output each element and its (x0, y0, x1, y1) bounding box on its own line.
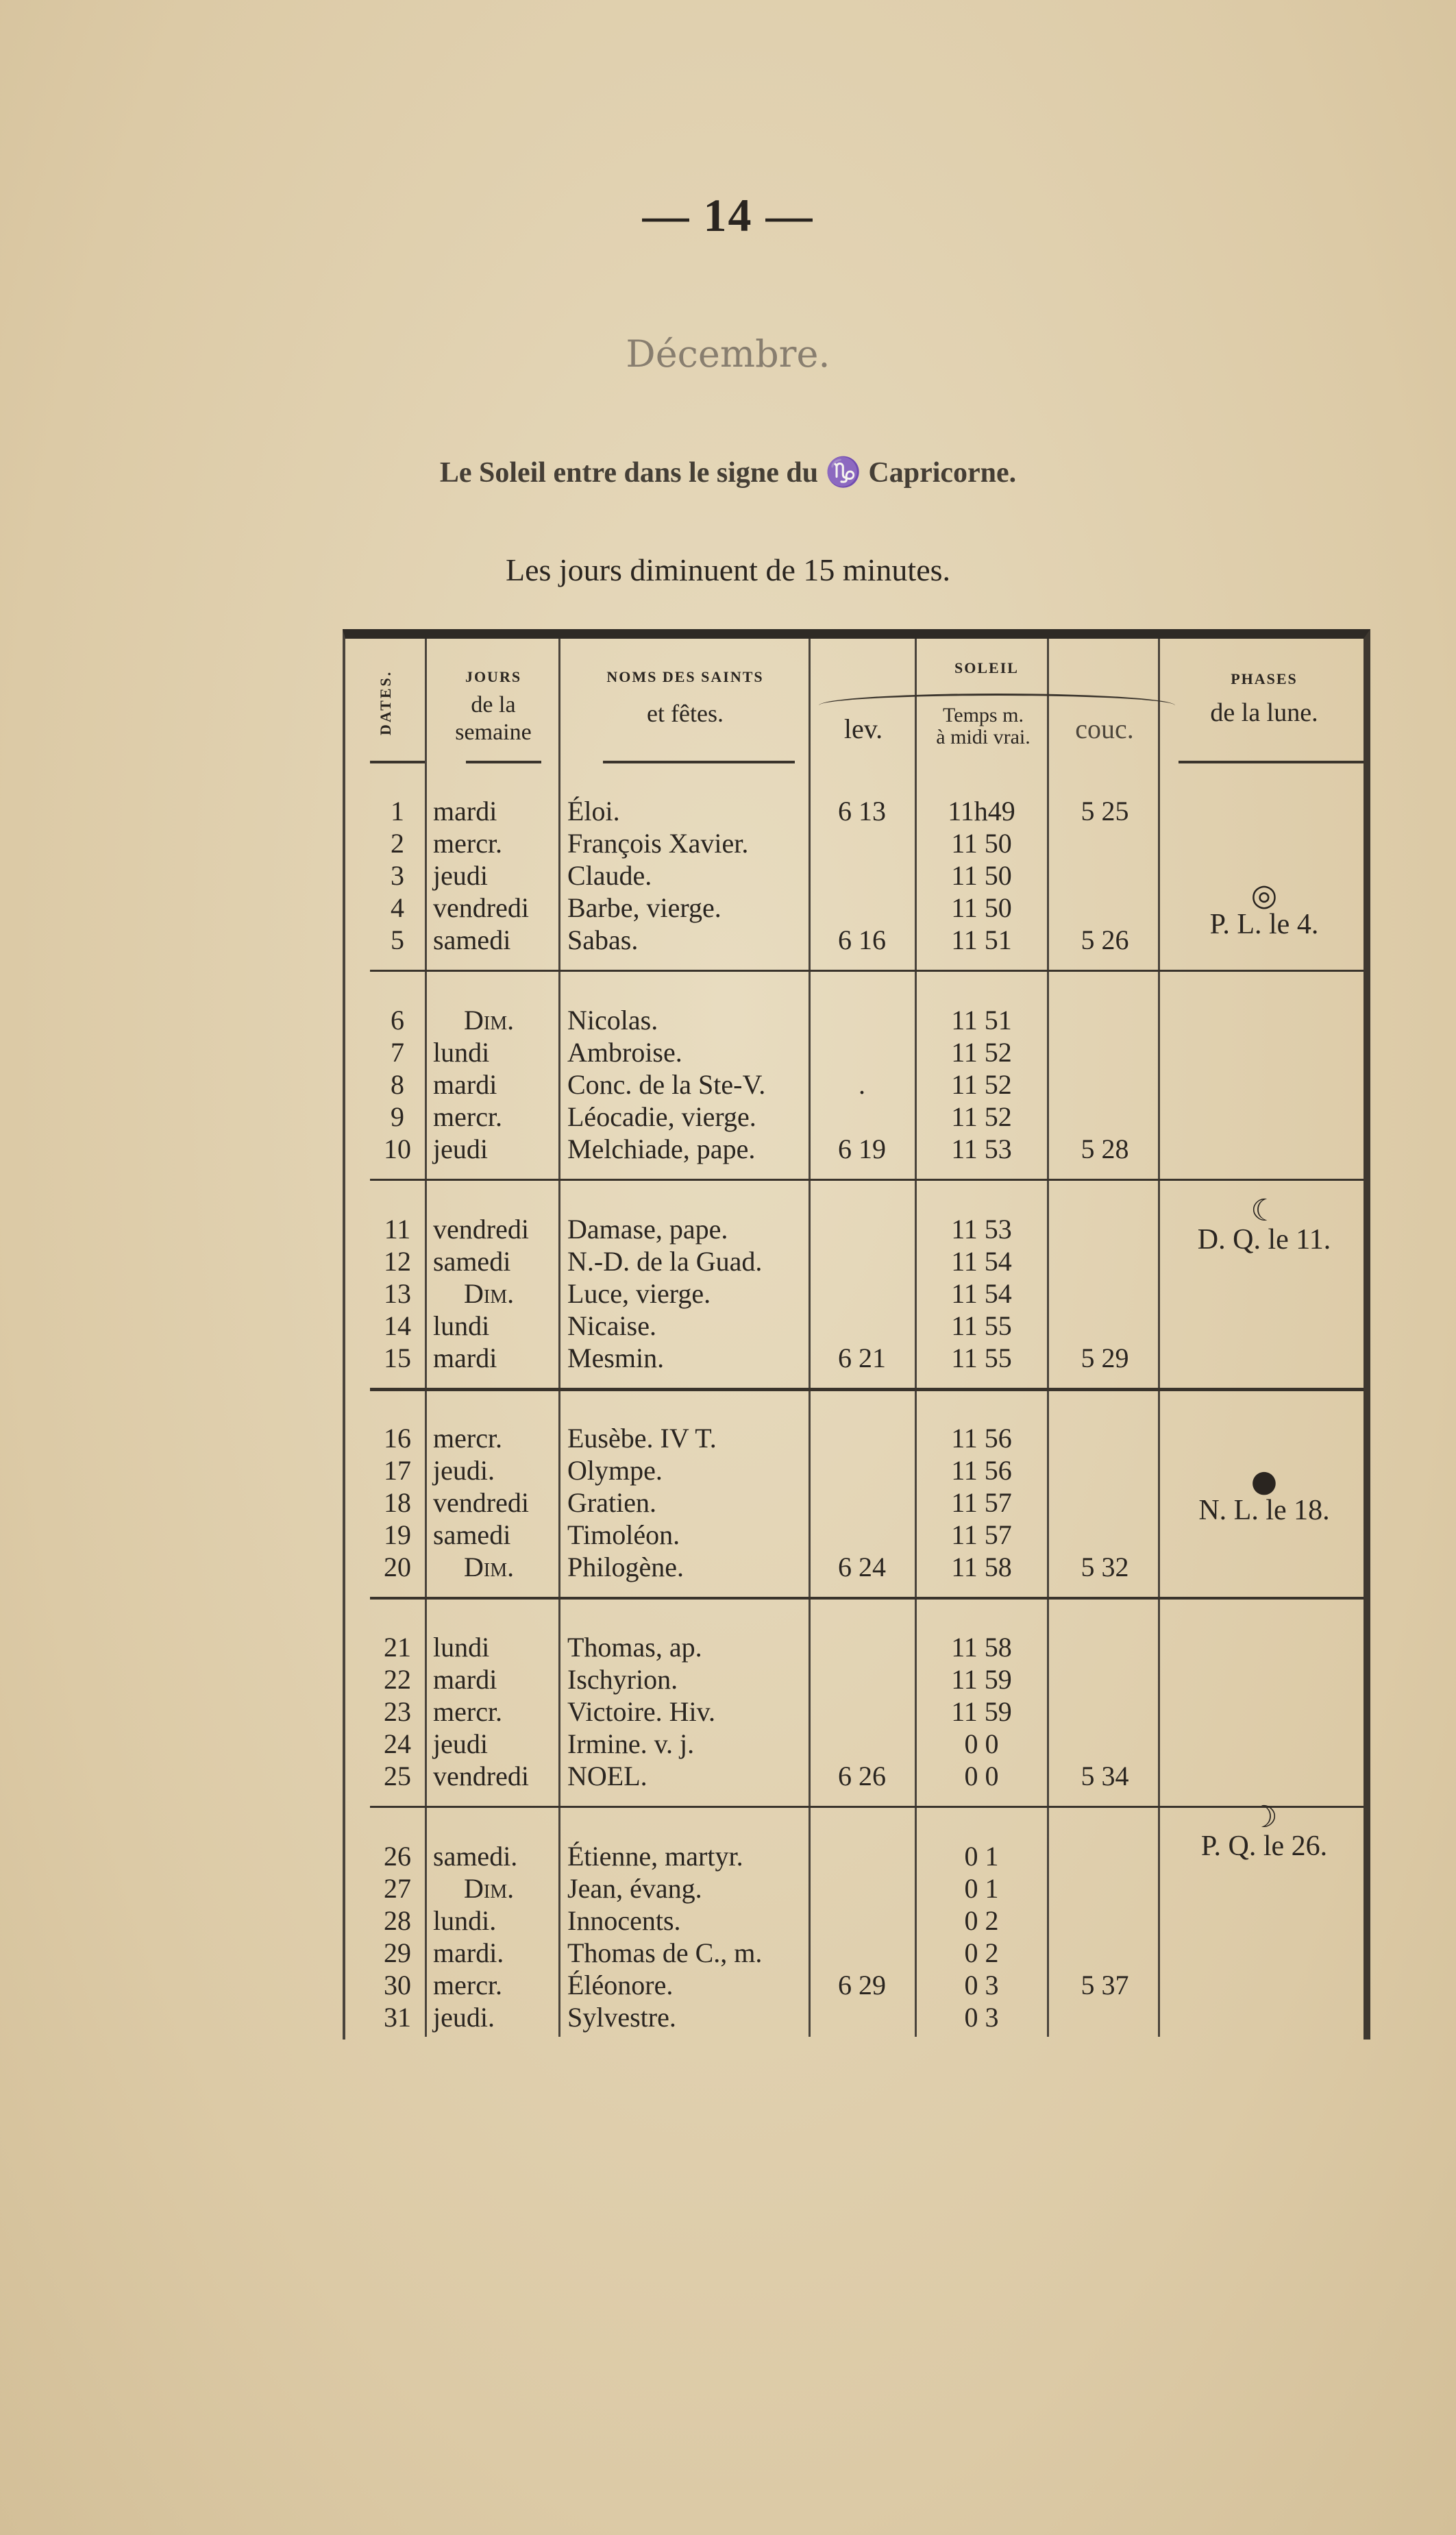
page-number: — 14 — (642, 189, 814, 241)
saint-cell: Luce, vierge. (567, 1278, 711, 1309)
noon-time-cell: 11 57 (951, 1487, 1012, 1518)
noon-time-cell: 11 55 (951, 1343, 1012, 1373)
weekday-cell: jeudi (433, 1728, 488, 1759)
weekday-cell: jeudi (433, 1134, 488, 1164)
moon-phase-icon: ☾ (1250, 1193, 1278, 1228)
saint-cell: Ischyrion. (567, 1664, 678, 1695)
month-title: Décembre. (626, 332, 830, 376)
noon-time-cell: 11 50 (951, 828, 1012, 859)
date-cell: 17 (384, 1455, 411, 1486)
weekday-cell: mardi. (433, 1937, 504, 1968)
noon-time-cell: 11 56 (951, 1423, 1012, 1454)
sunrise-cell: 6 21 (838, 1343, 886, 1373)
sunset-cell: 5 28 (1081, 1134, 1129, 1164)
weekday-cell: jeudi (433, 860, 488, 891)
saint-cell: Léocadie, vierge. (567, 1101, 756, 1132)
noon-time-cell: 11 52 (951, 1069, 1012, 1100)
saint-cell: Ambroise. (567, 1037, 682, 1068)
weekday-cell: samedi (433, 924, 511, 955)
noon-time-cell: 11 59 (951, 1696, 1012, 1727)
weekday-cell: mercr. (433, 1423, 503, 1454)
weekday-cell: lundi (433, 1632, 490, 1663)
sunset-cell: 5 25 (1081, 796, 1129, 826)
saint-cell: Philogène. (567, 1552, 684, 1582)
weekday-cell: mardi (433, 1069, 497, 1100)
date-cell: 1 (391, 796, 404, 826)
saint-cell: Sabas. (567, 924, 639, 955)
column-divider (558, 639, 560, 2037)
header-couc: couc. (1075, 713, 1134, 744)
noon-time-cell: 11 50 (951, 860, 1012, 891)
header-jours-l1: JOURS (465, 668, 522, 685)
date-cell: 30 (384, 1970, 411, 2000)
moon-phase-label: D. Q. le 11. (1197, 1224, 1331, 1256)
noon-time-cell: 0 1 (964, 1841, 999, 1872)
column-divider (1158, 639, 1160, 2037)
date-cell: 28 (384, 1905, 411, 1936)
sunrise-cell: 6 13 (838, 796, 886, 826)
sunrise-cell: 6 26 (838, 1761, 886, 1791)
date-cell: 18 (384, 1487, 411, 1518)
sunrise-cell: . (859, 1069, 865, 1100)
weekday-cell: mercr. (433, 1101, 503, 1132)
moon-phase-label: P. Q. le 26. (1200, 1830, 1328, 1862)
weekday-cell: mercr. (433, 828, 503, 859)
moon-phase-icon: ☽ (1250, 1800, 1278, 1835)
saint-cell: Nicolas. (567, 1005, 658, 1036)
group-separator (370, 1179, 1364, 1181)
sunrise-cell: 6 19 (838, 1134, 886, 1164)
saint-cell: Innocents. (567, 1905, 681, 1936)
date-cell: 25 (384, 1761, 411, 1791)
date-cell: 2 (391, 828, 404, 859)
header-phases-l1: PHASES (1231, 670, 1298, 687)
noon-time-cell: 11 55 (951, 1310, 1012, 1341)
saint-cell: Jean, évang. (567, 1873, 702, 1904)
date-cell: 19 (384, 1519, 411, 1550)
moon-phase-icon: ◎ (1250, 878, 1278, 913)
header-phases-l2: de la lune. (1210, 698, 1318, 727)
weekday-cell: jeudi. (433, 2002, 495, 2033)
weekday-cell: Dim. (464, 1005, 515, 1036)
noon-time-cell: 11h49 (948, 796, 1015, 826)
column-divider (915, 639, 917, 2037)
saint-cell: Thomas de C., m. (567, 1937, 763, 1968)
header-rule (370, 761, 425, 763)
header-temps-l2: à midi vrai. (936, 726, 1031, 748)
noon-time-cell: 11 51 (951, 1005, 1012, 1036)
header-dates: DATES. (377, 670, 394, 735)
saint-cell: Eusèbe. IV T. (567, 1423, 717, 1454)
saint-cell: Barbe, vierge. (567, 892, 721, 923)
header-rule (1179, 761, 1364, 763)
header-jours-l3: semaine (455, 720, 532, 745)
weekday-cell: jeudi. (433, 1455, 495, 1486)
noon-time-cell: 11 54 (951, 1278, 1012, 1309)
saint-cell: François Xavier. (567, 828, 749, 859)
moon-phase-label: P. L. le 4. (1209, 909, 1319, 940)
noon-time-cell: 11 59 (951, 1664, 1012, 1695)
saint-cell: NOEL. (567, 1761, 647, 1791)
weekday-cell: mardi (433, 1664, 497, 1695)
saint-cell: Éléonore. (567, 1970, 674, 2000)
saint-cell: Irmine. v. j. (567, 1728, 695, 1759)
noon-time-cell: 11 51 (951, 924, 1012, 955)
date-cell: 26 (384, 1841, 411, 1872)
noon-time-cell: 11 58 (951, 1632, 1012, 1663)
date-cell: 22 (384, 1664, 411, 1695)
header-jours-l2: de la (471, 692, 516, 718)
noon-time-cell: 0 3 (964, 1970, 999, 2000)
weekday-cell: vendredi (433, 1214, 529, 1245)
group-separator (370, 970, 1364, 972)
noon-time-cell: 0 0 (964, 1728, 999, 1759)
weekday-cell: mardi (433, 1343, 497, 1373)
date-cell: 14 (384, 1310, 411, 1341)
weekday-cell: mardi (433, 796, 497, 826)
noon-time-cell: 11 56 (951, 1455, 1012, 1486)
date-cell: 16 (384, 1423, 411, 1454)
header-lev: lev. (843, 713, 883, 744)
date-cell: 24 (384, 1728, 411, 1759)
weekday-cell: vendredi (433, 1761, 529, 1791)
group-separator (370, 1388, 1364, 1391)
sunrise-cell: 6 29 (838, 1970, 886, 2000)
weekday-cell: samedi (433, 1519, 511, 1550)
sunrise-cell: 6 24 (838, 1552, 886, 1582)
noon-time-cell: 11 53 (951, 1134, 1012, 1164)
date-cell: 4 (391, 892, 404, 923)
noon-time-cell: 0 0 (964, 1761, 999, 1791)
sunset-cell: 5 34 (1081, 1761, 1129, 1791)
date-cell: 29 (384, 1937, 411, 1968)
header-noms-l2: et fêtes. (647, 700, 724, 727)
weekday-cell: lundi (433, 1037, 490, 1068)
subtitle-days: Les jours diminuent de 15 minutes. (505, 552, 951, 587)
saint-cell: Timoléon. (567, 1519, 680, 1550)
noon-time-cell: 11 52 (951, 1037, 1012, 1068)
saint-cell: Damase, pape. (567, 1214, 728, 1245)
date-cell: 11 (384, 1214, 411, 1245)
date-cell: 20 (384, 1552, 411, 1582)
column-divider (1047, 639, 1049, 2037)
date-cell: 9 (391, 1101, 404, 1132)
date-cell: 27 (384, 1873, 411, 1904)
date-cell: 15 (384, 1343, 411, 1373)
noon-time-cell: 11 57 (951, 1519, 1012, 1550)
subtitle-sign: Le Soleil entre dans le signe du ♑ Capricorne. (439, 457, 1017, 489)
saint-cell: Olympe. (567, 1455, 663, 1486)
sunset-cell: 5 29 (1081, 1343, 1129, 1373)
date-cell: 13 (384, 1278, 411, 1309)
noon-time-cell: 0 3 (964, 2002, 999, 2033)
saint-cell: Gratien. (567, 1487, 656, 1518)
noon-time-cell: 11 53 (951, 1214, 1012, 1245)
saint-cell: Claude. (567, 860, 652, 891)
date-cell: 31 (384, 2002, 411, 2033)
sunset-cell: 5 26 (1081, 924, 1129, 955)
noon-time-cell: 0 1 (964, 1873, 999, 1904)
saint-cell: Victoire. Hiv. (567, 1696, 716, 1727)
weekday-cell: samedi (433, 1246, 511, 1277)
saint-cell: Nicaise. (567, 1310, 656, 1341)
saint-cell: Mesmin. (567, 1343, 665, 1373)
weekday-cell: Dim. (464, 1278, 515, 1309)
date-cell: 3 (391, 860, 404, 891)
sunrise-cell: 6 16 (838, 924, 886, 955)
date-cell: 10 (384, 1134, 411, 1164)
date-cell: 5 (391, 924, 404, 955)
date-cell: 21 (384, 1632, 411, 1663)
column-divider (425, 639, 427, 2037)
header-rule (603, 761, 795, 763)
weekday-cell: samedi. (433, 1841, 518, 1872)
date-cell: 8 (391, 1069, 404, 1100)
date-cell: 6 (391, 1005, 404, 1036)
date-cell: 23 (384, 1696, 411, 1727)
noon-time-cell: 11 52 (951, 1101, 1012, 1132)
noon-time-cell: 11 50 (951, 892, 1012, 923)
saint-cell: Thomas, ap. (567, 1632, 702, 1663)
weekday-cell: lundi (433, 1310, 490, 1341)
header-noms-l1: NOMS DES SAINTS (606, 668, 764, 685)
saint-cell: Sylvestre. (567, 2002, 676, 2033)
noon-time-cell: 0 2 (964, 1937, 999, 1968)
weekday-cell: vendredi (433, 1487, 529, 1518)
noon-time-cell: 11 58 (951, 1552, 1012, 1582)
noon-time-cell: 0 2 (964, 1905, 999, 1936)
saint-cell: N.-D. de la Guad. (567, 1246, 763, 1277)
weekday-cell: Dim. (464, 1873, 515, 1904)
weekday-cell: lundi. (433, 1905, 497, 1936)
weekday-cell: mercr. (433, 1696, 503, 1727)
weekday-cell: Dim. (464, 1552, 515, 1582)
sunset-cell: 5 32 (1081, 1552, 1129, 1582)
noon-time-cell: 11 54 (951, 1246, 1012, 1277)
header-temps-l1: Temps m. (943, 704, 1024, 726)
date-cell: 7 (391, 1037, 404, 1068)
weekday-cell: mercr. (433, 1970, 503, 2000)
header-rule (466, 761, 541, 763)
date-cell: 12 (384, 1246, 411, 1277)
moon-phase-icon: ● (1250, 1464, 1278, 1499)
saint-cell: Éloi. (567, 796, 620, 826)
weekday-cell: vendredi (433, 892, 529, 923)
saint-cell: Melchiade, pape. (567, 1134, 756, 1164)
header-soleil: SOLEIL (954, 659, 1019, 676)
column-divider (809, 639, 811, 2037)
group-separator (370, 1597, 1364, 1600)
sunset-cell: 5 37 (1081, 1970, 1129, 2000)
moon-phase-label: N. L. le 18. (1198, 1495, 1330, 1526)
saint-cell: Conc. de la Ste-V. (567, 1069, 766, 1100)
saint-cell: Étienne, martyr. (567, 1841, 743, 1872)
